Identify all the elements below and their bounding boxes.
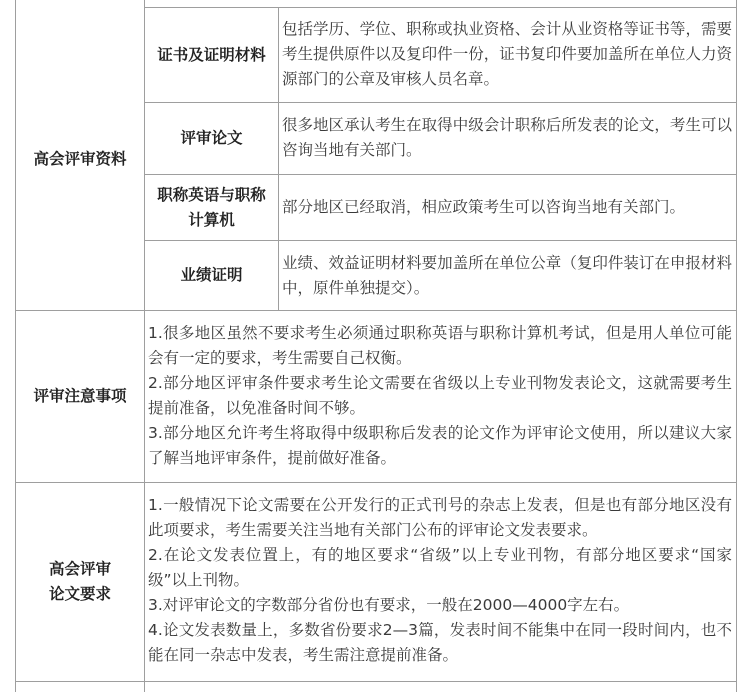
paper-item: 4.论文发表数量上，多数省份要求2—3篇，发表时间不能集中在同一段时间内，也不能在同一杂志中发表，考生需注意提前准备。	[148, 621, 732, 664]
row-text-certificates	[279, 17, 736, 92]
row-label-paper-text: 评审论文	[180, 129, 243, 147]
row-label-certificates-text: 证书及证明材料	[157, 45, 266, 64]
section-title-paper-line1: 高会评审	[48, 560, 111, 578]
row-label-performance-text: 业绩证明	[180, 266, 243, 284]
row-text-performance-content: 业绩、效益证明材料要加盖所在单位公章（复印件装订在申报材料中，原件单独提交）。	[282, 254, 732, 297]
section-title-gaoping-text: 高会评审资料	[33, 149, 127, 168]
row-divider	[15, 681, 737, 682]
column-divider	[736, 0, 737, 692]
row-label-certificates	[145, 8, 278, 102]
row-text-english-computer-content: 部分地区已经取消，相应政策考生可以咨询当地有关部门。	[282, 198, 686, 216]
section-title-notes-text: 评审注意事项	[33, 387, 127, 405]
row-label-english-computer-line1: 职称英语与职称	[157, 185, 266, 204]
notes-item: 1.很多地区虽然不要求考生必须通过职称英语与职称计算机考试，但是用人单位可能会有一定的要求，考生需要自己权衡。	[148, 324, 732, 367]
row-text-paper	[279, 113, 736, 163]
row-label-english-computer-line2: 计算机	[188, 210, 235, 229]
section-title-paper-requirements	[16, 483, 144, 681]
notes-list	[145, 321, 736, 471]
notes-item: 3.部分地区允许考生将取得中级职称后发表的论文作为评审论文使用，所以建议大家了解当地评审条件，提前做好准备。	[148, 424, 732, 467]
row-text-paper-content: 很多地区承认考生在取得中级会计职称后所发表的论文，考生可以咨询当地有关部门。	[282, 116, 732, 159]
row-label-paper	[145, 103, 278, 174]
paper-item: 2.在论文发表位置上，有的地区要求“省级”以上专业刊物，有部分地区要求“国家级”以上刊物。	[148, 546, 732, 589]
section-title-gaoping	[16, 8, 144, 310]
row-text-english-computer	[279, 195, 736, 220]
notes-item: 2.部分地区评审条件要求考生论文需要在省级以上专业刊物发表论文，这就需要考生提前准备，以免准备时间不够。	[148, 374, 732, 417]
paper-item: 3.对评审论文的字数部分省份也有要求，一般在2000—4000字左右。	[148, 596, 630, 614]
row-text-certificates-content: 包括学历、学位、职称或执业资格、会计从业资格等证书等，需要考生提供原件以及复印件一份，证书复印件要加盖所在单位人力资源部门的公章及审核人员名章。	[282, 20, 732, 88]
paper-item: 1.一般情况下论文需要在公开发行的正式刊号的杂志上发表，但是也有部分地区没有此项要求，考生需要关注当地有关部门公布的评审论文发表要求。	[148, 496, 732, 539]
section-title-paper-line2: 论文要求	[48, 585, 111, 603]
row-label-performance	[145, 241, 278, 310]
row-label-english-computer	[145, 175, 278, 240]
row-text-performance	[279, 251, 736, 301]
section-title-notes	[16, 311, 144, 482]
paper-requirements-list	[145, 493, 736, 668]
